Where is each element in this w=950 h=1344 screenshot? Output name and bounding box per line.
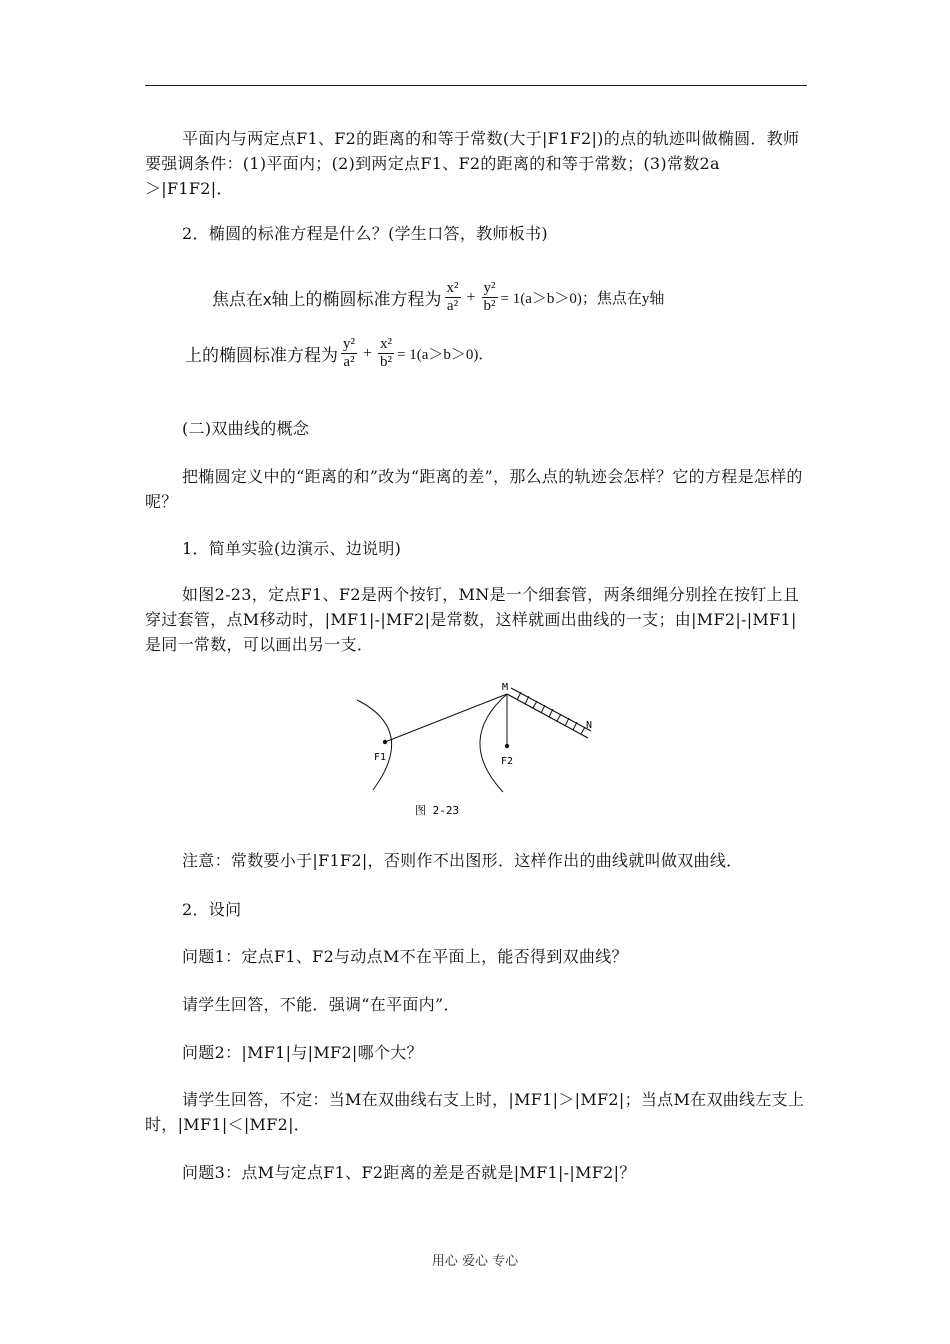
paragraph-question-difference: 把椭圆定义中的“距离的和”改为“距离的差”，那么点的轨迹会怎样？它的方程是怎样的呢？ <box>145 467 803 511</box>
point-f2 <box>505 744 509 748</box>
paragraph-ellipse-definition: 平面内与两定点F1、F2的距离的和等于常数(大于|F1F2|)的点的轨迹叫做椭圆．教师要强调条件：(1)平面内；(2)到两定点F1、F2的距离的和等于常数；(3)常数2a＞|F1F2|． <box>145 129 800 198</box>
paragraph-question-3: 问题3：点M与定点F1、F2距离的差是否就是|MF1|-|MF2|？ <box>182 1163 636 1182</box>
point-f1 <box>383 740 387 744</box>
paragraph-answer-2: 请学生回答，不定：当M在双曲线右支上时，|MF1|＞|MF2|；当点M在双曲线左支上时，|MF1|＜|MF2|． <box>145 1090 805 1134</box>
hyperbola-left-branch <box>357 700 392 790</box>
formula-line2-rhs: = 1(a＞b＞0)． <box>397 347 494 363</box>
label-n: N <box>586 720 593 731</box>
paragraph-question-1: 问题1：定点F1、F2与动点M不在平面上，能否得到双曲线？ <box>182 947 628 966</box>
paragraph-note: 注意：常数要小于|F1F2|，否则作不出图形．这样作出的曲线就叫做双曲线． <box>182 851 743 870</box>
paragraph-question-2: 问题2：|MF1|与|MF2|哪个大？ <box>182 1043 423 1062</box>
formula-line1-prefix: 焦点在x轴上的椭圆标准方程为 <box>212 290 442 309</box>
formula-line-1: 焦点在x轴上的椭圆标准方程为 $\frac{\text{x²}}{\text{a²}}$ + $\frac{\text{y²}}{\text{b²}}$ = 1(a＞b＞0)；焦点在y轴 <box>212 280 665 314</box>
figure-2-23 <box>355 680 605 825</box>
paragraph-experiment-description: 如图2-23，定点F1、F2是两个按钉，MN是一个细套管，两条细绳分别拴在按钉上且穿过套管，点M移动时，|MF1|-|MF2|是常数，这样就画出曲线的一支；由|MF2|-|MF1|是同一常数，可以画出另一支． <box>145 585 800 654</box>
paragraph-answer-1: 请学生回答，不能．强调“在平面内”． <box>182 995 460 1014</box>
label-f2: F2 <box>501 756 514 767</box>
fraction-x2-b2: $\frac{\text{x²}}{\text{b²}}$ <box>380 336 393 370</box>
paragraph-simple-experiment: 1．简单实验(边演示、边说明) <box>182 539 402 558</box>
formula-line-2: 上的椭圆标准方程为 $\frac{\text{y²}}{\text{a²}}$ + $\frac{\text{x²}}{\text{b²}}$ = 1(a＞b＞0)． <box>185 336 494 370</box>
figure-caption: 图 2-23 <box>415 804 460 817</box>
paragraph-questions-heading: 2．设问 <box>182 900 242 919</box>
fraction-y2-a2: $\frac{\text{y²}}{\text{a²}}$ <box>343 336 355 370</box>
section-heading-hyperbola: (二)双曲线的概念 <box>182 419 310 438</box>
fraction-x2-a2: $\frac{\text{x²}}{\text{a²}}$ <box>446 280 459 314</box>
fraction-y2-b2: $\frac{\text{y²}}{\text{b²}}$ <box>483 280 496 314</box>
formula-line1-rhs: = 1(a＞b＞0)；焦点在y轴 <box>500 291 665 307</box>
tube-hatching <box>517 692 585 734</box>
paragraph-ellipse-equation-question: 2．椭圆的标准方程是什么？(学生口答，教师板书) <box>182 224 548 243</box>
tube-mn-upper <box>511 688 591 731</box>
formula-line2-prefix: 上的椭圆标准方程为 <box>185 346 338 365</box>
header-rule <box>145 85 807 86</box>
tube-mn-lower <box>507 694 588 738</box>
page-footer: 用心 爱心 专心 <box>431 1254 519 1269</box>
string-line <box>385 694 507 742</box>
hyperbola-right-branch <box>480 694 507 792</box>
label-f1: F1 <box>374 752 387 763</box>
label-m: M <box>502 682 509 693</box>
